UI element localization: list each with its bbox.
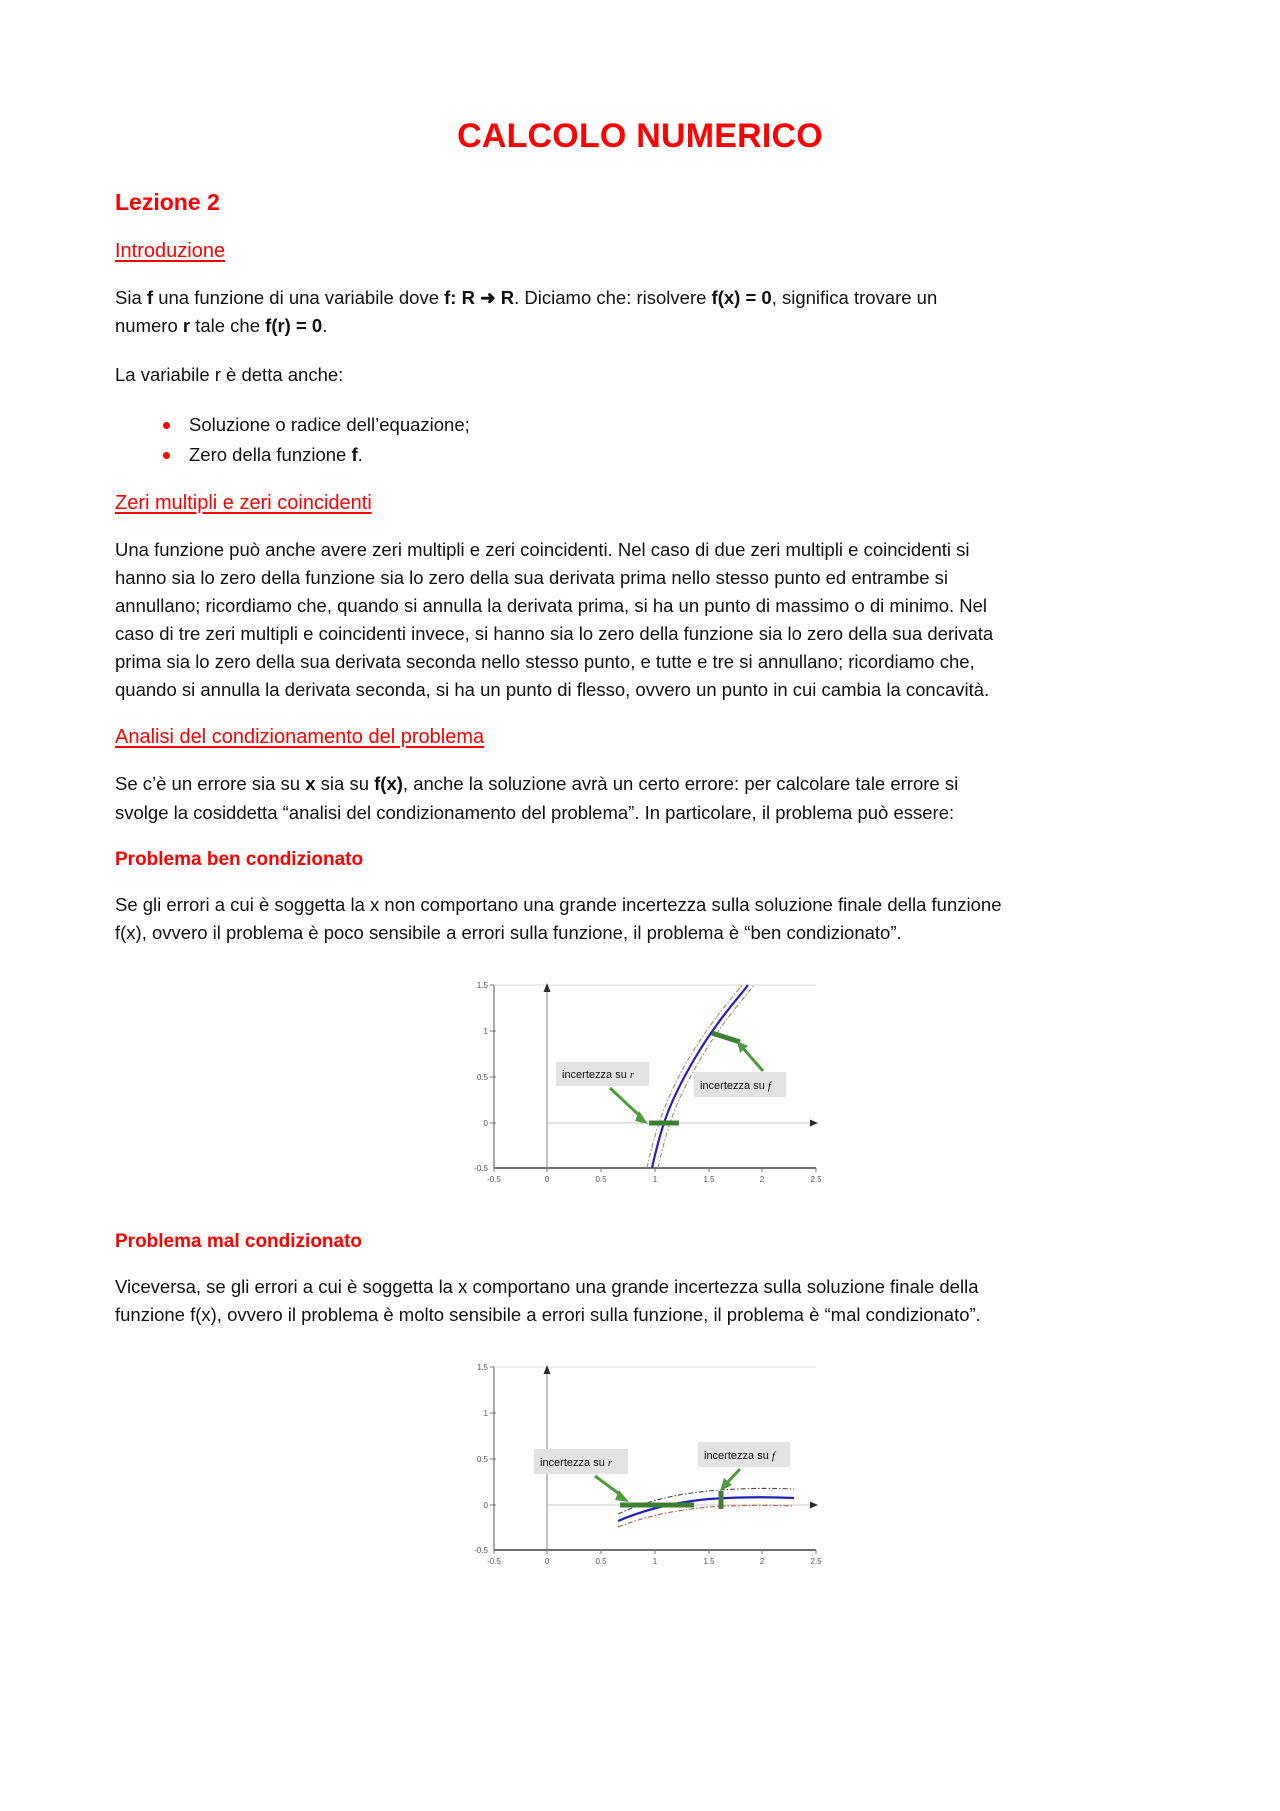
annotation-incertezza-su-r [534,1449,629,1502]
marker-incertezza-su-f [712,1033,740,1042]
list-item [159,440,1165,469]
paragraph-analisi-condizionamento [115,770,1003,826]
figure-ben-condizionato [115,972,1165,1200]
series-f-x [618,1497,794,1521]
x-tick-label-4: 1.5 [703,1174,715,1184]
chart-mal-condizionato [450,1354,830,1582]
y-tick-label-2: 0.5 [476,1454,488,1464]
paragraph-ben-condizionato: Se gli errori a cui è soggetta la x non comportano una grande incertezza sulla soluzione finale della funzione f(x), ovvero il problema è poco sensibile a errori sulla funzione, il problema è “ben condizionato”. [115,894,1002,944]
figure-mal-condizionato [115,1354,1165,1582]
text-frag: una funzione di una variabile dove [153,286,445,308]
list-item [159,410,1165,439]
axis-ticks-y [474,1363,496,1555]
y-tick-label-1: 1 [483,1026,488,1036]
x-tick-label-6: 2.5 [810,1556,822,1566]
y-tick-label-0: 1.5 [476,980,488,990]
text-frag-bold: R [500,286,515,308]
text-frag: . Diciamo che: risolvere [514,286,712,308]
annotation-incertezza-su-f [694,1041,786,1097]
text-frag-bold: f(r) = 0 [265,315,323,337]
paragraph-intro-definition [115,284,1003,340]
text-frag-bold: f(x) = 0 [711,286,772,308]
y-tick-label-2: 0.5 [476,1072,488,1082]
series-banda-inferiore [618,1505,794,1527]
y-tick-label-4: -0.5 [474,1163,488,1173]
text-frag: tale che [190,315,266,337]
x-tick-label-2: 0.5 [595,1174,607,1184]
x-tick-label-1: 0 [544,1556,550,1566]
y-tick-label-3: 0 [483,1500,488,1510]
x-tick-label-3: 1 [652,1556,658,1566]
x-axis-arrowhead-icon [810,1119,818,1126]
lesson-heading: Lezione 2 [115,189,220,216]
x-tick-label-1: 0 [544,1174,550,1184]
chart-svg-ben-condizionato [450,972,830,1200]
text-frag: . [322,315,328,337]
text-frag-bold: x [305,773,316,795]
x-tick-label-5: 2 [759,1174,765,1184]
x-tick-label-6: 2.5 [810,1174,822,1184]
chart-svg-mal-condizionato [450,1354,830,1582]
y-axis-arrowhead-icon [544,983,551,992]
text-frag-bold: f(x) [374,773,403,795]
x-axis-arrowhead-icon [810,1501,818,1508]
text-frag: Se c’è un errore sia su [115,773,306,795]
text-frag: , significa trovare un numero [115,286,938,337]
section-heading-problema-mal-condizionato: Problema mal condizionato [115,1230,363,1252]
page-title: CALCOLO NUMERICO [457,117,823,155]
paragraph-variabile-r: La variabile r è detta anche: [115,364,344,386]
list-item-label: Soluzione o radice dell’equazione; [189,414,470,436]
annotation-label-f: incertezza su f [704,1449,775,1462]
list-item-label: Zero della funzione [189,443,352,465]
x-tick-label-3: 1 [652,1174,658,1184]
y-tick-label-0: 1.5 [476,1362,488,1372]
section-heading-problema-ben-condizionato: Problema ben condizionato [115,848,364,870]
x-tick-label-0: -0.5 [487,1174,501,1184]
list-item-bold: f [351,443,358,465]
paragraph-mal-condizionato: Viceversa, se gli errori a cui è soggetta la x comportano una grande incertezza sulla soluzione finale della funzione f(x), ovvero il problema è molto sensibile a errori sulla funzione, il problema è “mal condizionato”. [115,1276,981,1326]
annotation-incertezza-su-f [698,1442,790,1491]
text-frag-bold: f: R [444,286,475,308]
text-frag: sia su [315,773,375,795]
y-tick-label-1: 1 [483,1408,488,1418]
y-tick-label-3: 0 [483,1118,488,1128]
axis-ticks-x [487,1168,822,1184]
section-heading-zeri-multipli: Zeri multipli e zeri coincidenti [115,491,372,514]
annotation-arrow-r [610,1088,642,1118]
text-frag-bold: r [182,315,191,337]
section-heading-introduzione: Introduzione [115,239,226,262]
y-axis-arrowhead-icon [544,1365,551,1374]
text-frag: , anche la soluzione avrà un certo errore: per calcolare tale errore si svolge la cosiddetta “analisi del condizionamento del problema”. In particolare, il problema può essere: [115,773,959,823]
axis-ticks-x [487,1550,822,1566]
chart-ben-condizionato [450,972,830,1200]
annotation-label-r: incertezza su r [562,1068,635,1081]
x-tick-label-5: 2 [759,1556,765,1566]
annotation-label-r: incertezza su r [540,1456,613,1469]
series-banda-superiore [618,1488,794,1514]
list-nomi-radice [115,410,1165,468]
text-frag-bold: f [146,286,154,308]
axis-ticks-y [474,981,496,1173]
x-tick-label-4: 1.5 [703,1556,715,1566]
data-series-group [618,1488,794,1527]
paragraph-zeri-multipli: Una funzione può anche avere zeri multipli e zeri coincidenti. Nel caso di due zeri multipli e coincidenti si hanno sia lo zero della funzione sia lo zero della sua derivata prima nello stesso punto ed entrambe si annullano; ricordiamo che, quando si annulla la derivata prima, si ha un punto di massimo o di minimo. Nel caso di tre zeri multipli e coincidenti invece, si hanno sia lo zero della funzione sia lo zero della sua derivata prima sia lo zero della sua derivata seconda nello stesso punto, e tutte e tre si annullano; ricordiamo che, quando si annulla la derivata seconda, si ha un punto di flesso, ovvero un punto in cui cambia la concavità. [115,538,994,701]
right-arrow-icon: ➜ [480,286,496,308]
y-tick-label-4: -0.5 [474,1545,488,1555]
section-heading-analisi-condizionamento: Analisi del condizionamento del problema [115,726,485,749]
list-item-tail: . [357,443,363,465]
x-tick-label-0: -0.5 [487,1556,501,1566]
text-frag: Sia [115,286,147,308]
annotation-arrow-f [742,1047,763,1071]
x-tick-label-2: 0.5 [595,1556,607,1566]
annotation-label-f: incertezza su f [700,1079,771,1092]
annotation-incertezza-su-r [556,1062,649,1124]
